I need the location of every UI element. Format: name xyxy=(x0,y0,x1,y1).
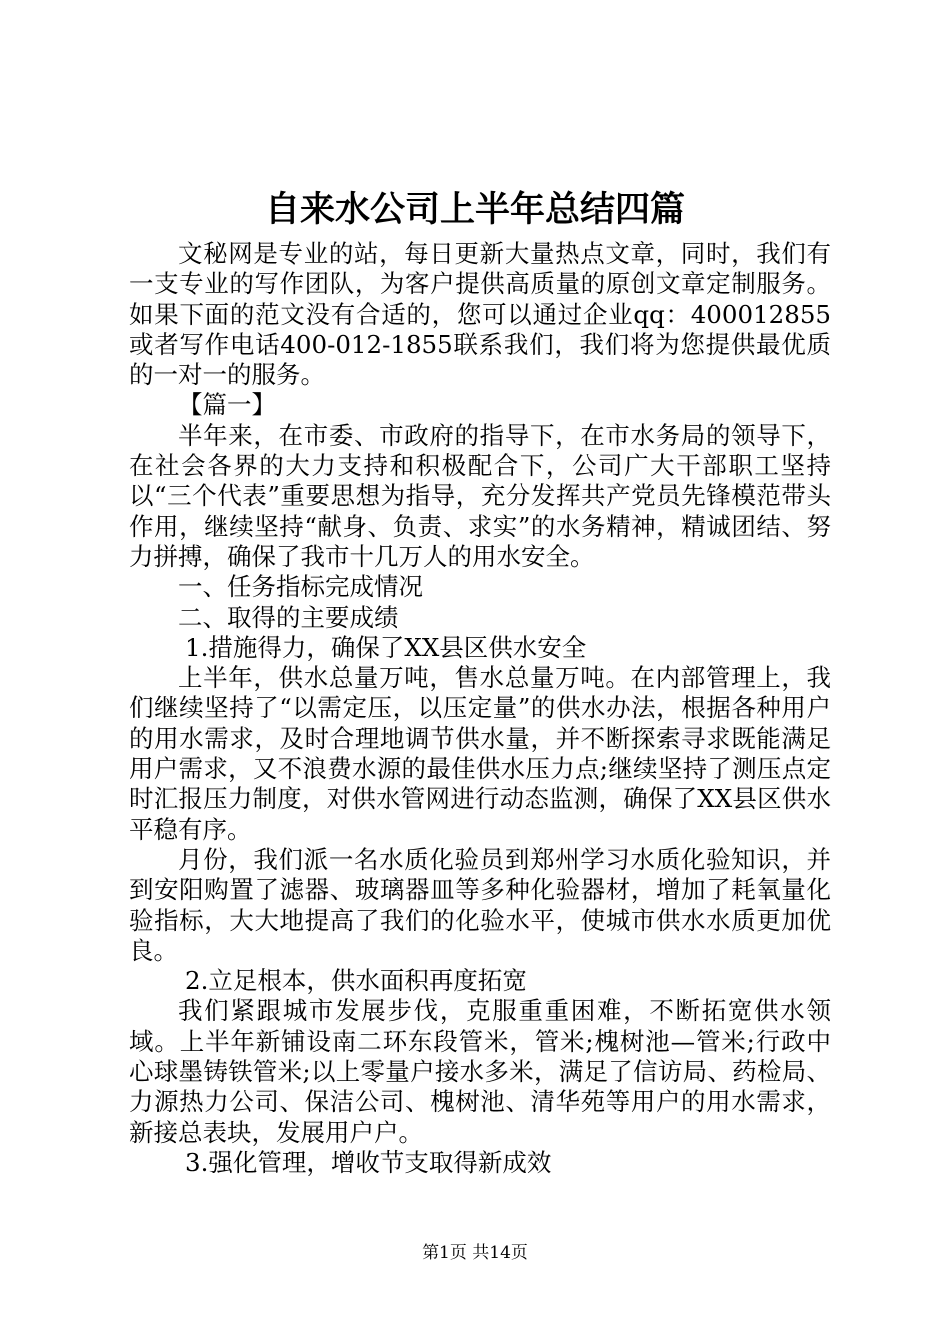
body-paragraph: 上半年，供水总量万吨，售水总量万吨。在内部管理上，我们继续坚持了“以需定压，以压定量”的供水办法，根据各种用户的用水需求，及时合理地调节供水量，并不断探索寻求既能满足用户需求，又不浪费水源的最佳供水压力点;继续坚持了测压点定时汇报压力制度，对供水管网进行动态监测，确保了XX县区供水平稳有序。 xyxy=(129,663,831,844)
subsection-heading: 2.立足根本，供水面积再度拓宽 xyxy=(185,966,527,996)
body-paragraph: 我们紧跟城市发展步伐，克服重重困难，不断拓宽供水领域。上半年新铺设南二环东段管米，管米;槐树池—管米;行政中心球墨铸铁管米;以上零量户接水多米，满足了信访局、药检局、力源热力公司、保洁公司、槐树池、清华苑等用户的用水需求，新接总表块，发展用户户。 xyxy=(129,996,831,1147)
body-paragraph: 月份，我们派一名水质化验员到郑州学习水质化验知识，并到安阳购置了滤器、玻璃器皿等多种化验器材，增加了耗氧量化验指标，大大地提高了我们的化验水平，使城市供水水质更加优良。 xyxy=(129,844,831,965)
section-heading: 二、取得的主要成绩 xyxy=(178,602,399,632)
page-number-footer: 第1页 共14页 xyxy=(422,1243,528,1263)
section-heading-part-one: 【篇一】 xyxy=(178,390,276,420)
intro-paragraph: 文秘网是专业的站，每日更新大量热点文章，同时，我们有一支专业的写作团队，为客户提供高质量的原创文章定制服务。如果下面的范文没有合适的，您可以通过企业qq：400012855或者写作电话400-012-1855联系我们，我们将为您提供最优质的一对一的服务。 xyxy=(129,239,831,390)
section-heading: 一、任务指标完成情况 xyxy=(178,572,423,602)
subsection-heading: 3.强化管理，增收节支取得新成效 xyxy=(185,1147,552,1177)
document-title: 自来水公司上半年总结四篇 xyxy=(264,190,685,230)
subsection-heading: 1.措施得力，确保了XX县区供水安全 xyxy=(185,632,587,662)
document-body xyxy=(129,239,831,1178)
body-paragraph: 半年来，在市委、市政府的指导下，在市水务局的领导下，在社会各界的大力支持和积极配合下，公司广大干部职工坚持以“三个代表”重要思想为指导，充分发挥共产党员先锋模范带头作用，继续坚持“献身、负责、求实”的水务精神，精诚团结、努力拼搏，确保了我市十几万人的用水安全。 xyxy=(129,420,831,571)
